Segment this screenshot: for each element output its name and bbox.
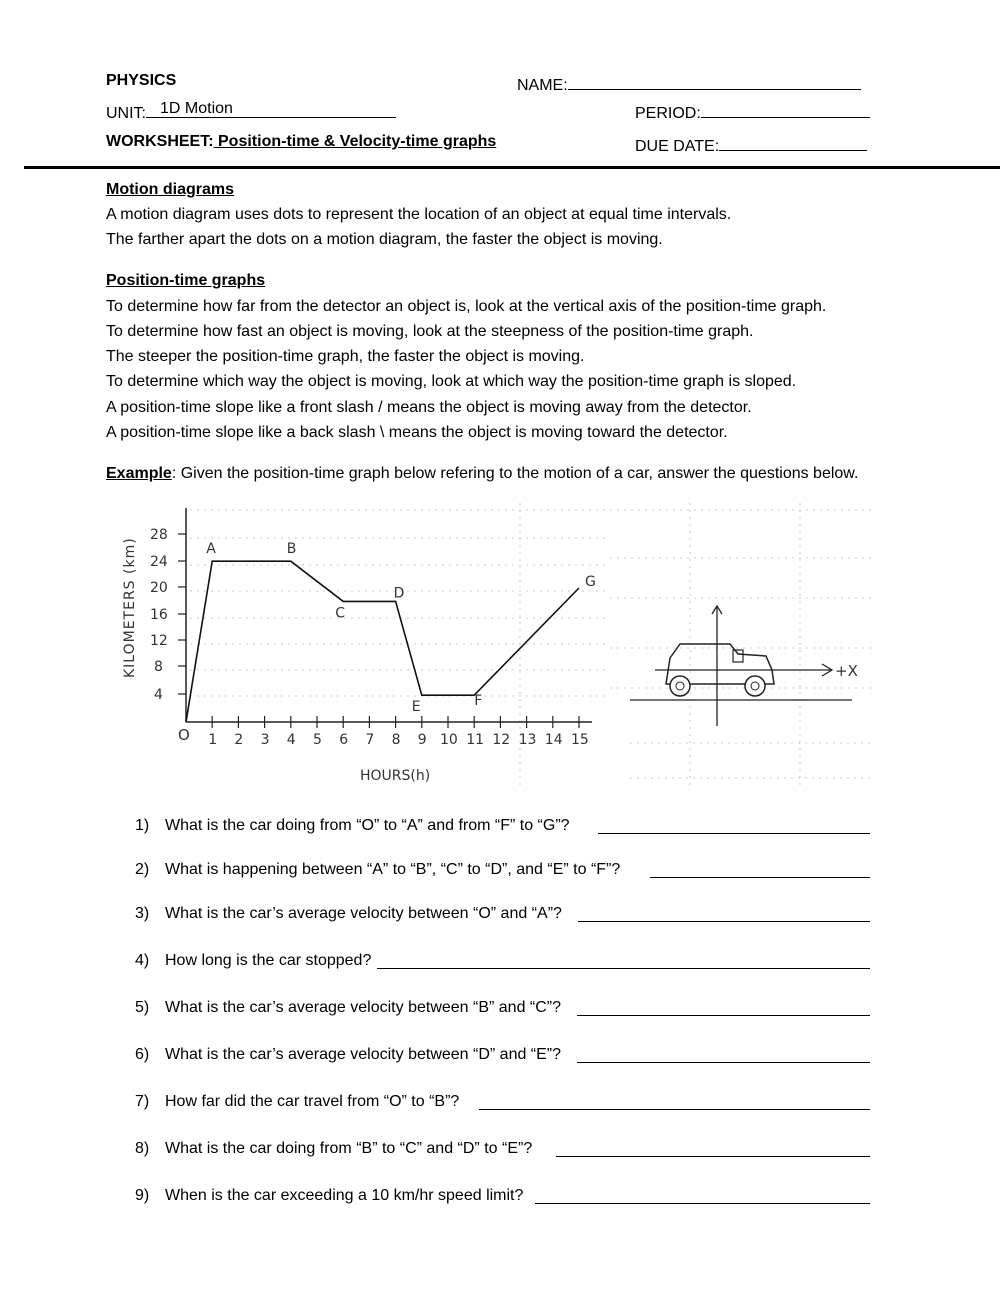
position-time-line: To determine how fast an object is moving, look at the steepness of the position-time graph. — [106, 323, 754, 340]
position-time-line: To determine which way the object is moving, look at which way the position-time graph is sloped. — [106, 373, 797, 390]
y-tick-label: 4 — [154, 687, 163, 703]
position-time-line: The steeper the position-time graph, the faster the object is moving. — [106, 348, 585, 365]
point-label-f: F — [474, 693, 483, 710]
name-label: NAME: — [517, 77, 568, 94]
example-text: : Given the position-time graph below refering to the motion of a car, answer the questions below. — [171, 465, 859, 482]
y-tick-label: 28 — [150, 527, 168, 543]
subject-label: PHYSICS — [106, 72, 177, 89]
question-number: 5) — [135, 999, 150, 1016]
question-text: When is the car exceeding a 10 km/hr speed limit? — [165, 1187, 524, 1204]
example-line — [106, 465, 858, 483]
question-row — [0, 1093, 1000, 1117]
motion-diagrams-line: A motion diagram uses dots to represent the location of an object at equal time intervals. — [106, 206, 732, 223]
position-time-line: To determine how far from the detector an object is, look at the vertical axis of the position-time graph. — [106, 298, 827, 315]
x-tick-label: 10 — [440, 732, 458, 748]
answer-field[interactable] — [377, 952, 870, 969]
question-number: 7) — [135, 1093, 150, 1110]
point-label-g: G — [585, 574, 596, 590]
worksheet-title: Position-time & Velocity-time graphs — [213, 133, 497, 150]
question-row — [0, 905, 1000, 929]
question-text: What is the car’s average velocity between “B” and “C”? — [165, 999, 562, 1016]
point-label-b: B — [286, 541, 297, 558]
car-window-icon — [733, 650, 743, 662]
answer-field[interactable] — [535, 1187, 870, 1204]
question-number: 9) — [135, 1187, 150, 1204]
question-text: How long is the car stopped? — [165, 952, 372, 969]
unit-label: UNIT: — [106, 105, 146, 122]
period-row — [635, 100, 870, 123]
y-ticks — [150, 527, 168, 703]
position-time-line — [186, 561, 579, 722]
question-text: What is the car doing from “B” to “C” and “D” to “E”? — [165, 1140, 533, 1157]
period-field[interactable] — [701, 100, 870, 118]
x-tick-label: 4 — [286, 732, 296, 748]
x-tick-label: 11 — [466, 732, 485, 748]
position-time-figure — [110, 498, 880, 798]
point-label-d: D — [393, 585, 405, 602]
y-tick-marks — [178, 534, 186, 694]
car-sketch — [630, 606, 858, 726]
y-tick-label: 20 — [150, 580, 168, 596]
car-wheel-icon — [745, 676, 765, 696]
due-date-row — [635, 133, 867, 156]
question-text: What is the car’s average velocity between “D” and “E”? — [165, 1046, 562, 1063]
y-axis-title: KILOMETERS (km) — [122, 537, 138, 678]
x-tick-label: 6 — [339, 732, 349, 748]
question-row — [0, 952, 1000, 976]
question-row — [0, 999, 1000, 1023]
question-text: How far did the car travel from “O” to “B”? — [165, 1093, 460, 1110]
question-row — [0, 817, 1000, 841]
answer-field[interactable] — [479, 1093, 870, 1110]
question-number: 3) — [135, 905, 150, 922]
answer-field[interactable] — [598, 817, 870, 834]
point-labels — [206, 541, 596, 715]
unit-value: 1D Motion — [160, 100, 233, 117]
x-ticks — [208, 732, 589, 748]
question-row — [0, 1140, 1000, 1164]
car-wheel-icon — [670, 676, 690, 696]
name-row — [517, 72, 861, 95]
x-tick-label: 5 — [313, 732, 322, 748]
answer-field[interactable] — [577, 999, 870, 1016]
x-tick-label: 13 — [518, 732, 537, 748]
question-row — [0, 861, 1000, 885]
y-tick-label: 12 — [150, 633, 168, 649]
unit-field[interactable] — [146, 100, 396, 118]
position-time-line: A position-time slope like a back slash \ means the object is moving toward the detector. — [106, 424, 728, 441]
answer-field[interactable] — [577, 1046, 870, 1063]
header-divider — [24, 166, 1000, 169]
period-label: PERIOD: — [635, 105, 701, 122]
plus-x-label: +X — [835, 662, 858, 680]
origin-label: O — [178, 726, 190, 744]
x-tick-label: 3 — [260, 732, 270, 748]
x-tick-label: 8 — [391, 732, 401, 748]
worksheet-row — [106, 133, 496, 151]
x-axis-title: HOURS(h) — [360, 768, 431, 784]
point-label-c: C — [335, 605, 345, 622]
x-tick-label: 15 — [571, 732, 589, 748]
x-tick-label: 9 — [417, 732, 427, 748]
x-tick-label: 7 — [365, 732, 375, 748]
answer-field[interactable] — [578, 905, 870, 922]
y-tick-label: 8 — [154, 659, 163, 675]
x-tick-label: 1 — [208, 732, 218, 748]
x-tick-label: 14 — [544, 732, 563, 748]
worksheet-label: WORKSHEET: — [106, 133, 214, 150]
question-text: What is the car doing from “O” to “A” and from “F” to “G”? — [165, 817, 570, 834]
y-tick-label: 24 — [150, 554, 168, 570]
question-number: 4) — [135, 952, 150, 969]
question-row — [0, 1046, 1000, 1070]
position-time-heading: Position-time graphs — [106, 272, 266, 289]
point-label-e: E — [411, 699, 421, 716]
answer-field[interactable] — [650, 861, 870, 878]
motion-diagrams-line: The farther apart the dots on a motion diagram, the faster the object is moving. — [106, 231, 663, 248]
x-tick-label: 12 — [492, 732, 511, 748]
due-date-field[interactable] — [719, 133, 867, 151]
motion-diagrams-heading: Motion diagrams — [106, 181, 235, 198]
x-tick-label: 2 — [234, 732, 244, 748]
question-text: What is happening between “A” to “B”, “C” to “D”, and “E” to “F”? — [165, 861, 621, 878]
y-tick-label: 16 — [150, 607, 168, 623]
question-number: 2) — [135, 861, 150, 878]
example-label: Example — [106, 465, 172, 482]
question-text: What is the car’s average velocity between “O” and “A”? — [165, 905, 562, 922]
unit-row — [106, 100, 396, 123]
position-time-line: A position-time slope like a front slash / means the object is moving away from the detector. — [106, 399, 752, 416]
point-label-a: A — [206, 541, 216, 558]
name-field[interactable] — [568, 72, 861, 90]
due-date-label: DUE DATE: — [635, 138, 720, 155]
answer-field[interactable] — [556, 1140, 870, 1157]
question-number: 8) — [135, 1140, 150, 1157]
question-number: 6) — [135, 1046, 150, 1063]
question-row — [0, 1187, 1000, 1211]
question-number: 1) — [135, 817, 150, 834]
